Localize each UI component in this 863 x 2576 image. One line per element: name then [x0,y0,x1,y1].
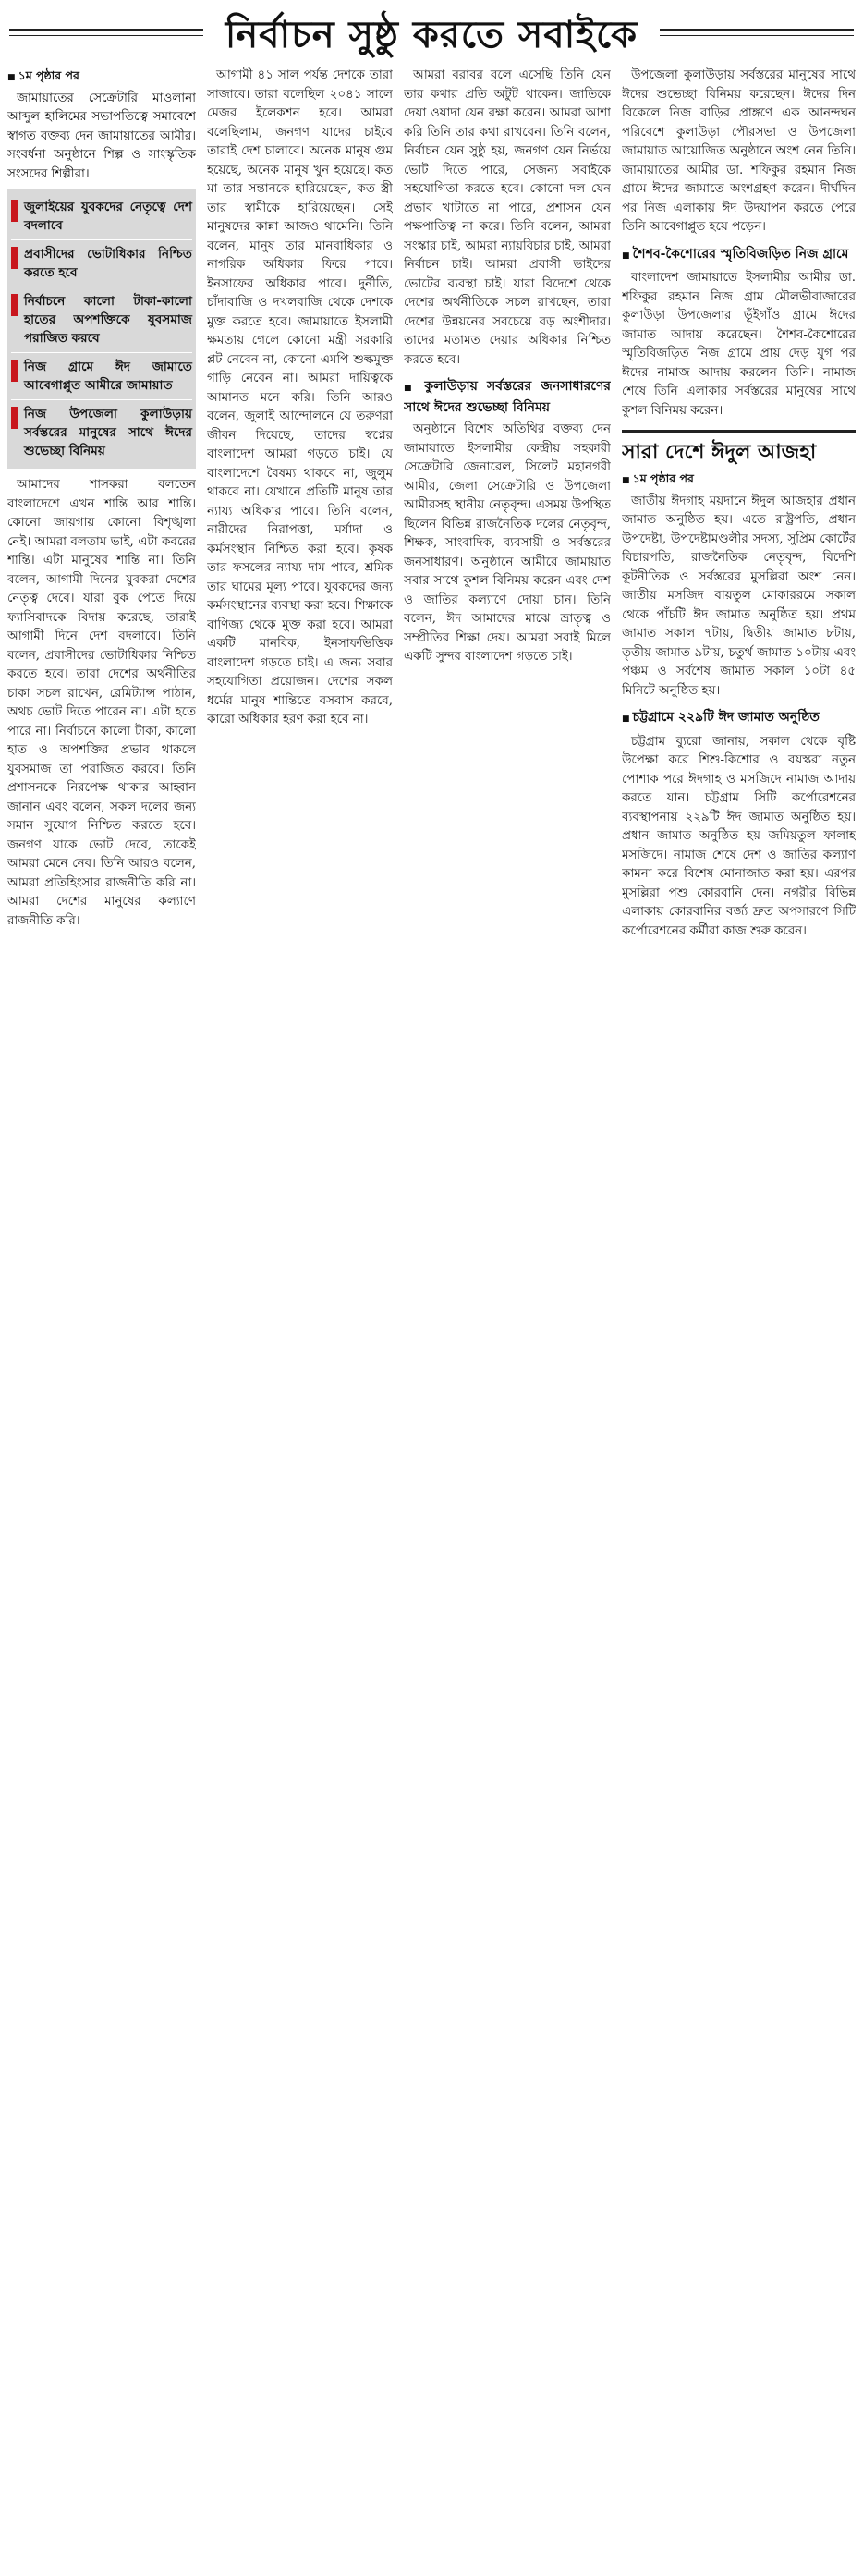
red-bullet-icon [11,360,18,382]
highlight-item [11,193,192,240]
highlight-text: জুলাইয়ের যুবকদের নেতৃত্বে দেশ বদলাবে [24,200,192,233]
column-4 [622,67,856,2567]
column-2 [207,67,393,2567]
col4-body: উপজেলা কুলাউড়ায় সর্বস্তরের মানুষের সাথে ঈদের শুভেচ্ছা বিনিময় করেছেন। ঈদের দিন বিকেলে নিজ বাড়ির প্রাঙ্গণে এক আনন্দঘন পরিবেশে কুলাউড়া পৌরসভা ও উপজেলা জামায়াত আয়োজিত অনুষ্ঠানে অংশ নেন তিনি। জামায়াতের আমীর ডা. শফিকুর রহমান নিজ গ্রামে ঈদের জামাতে অংশগ্রহণ করেন। দীর্ঘদিন পর নিজ এলাকায় ঈদ উদযাপন করতে পেরে তিনি আবেগাপ্লুত হয়ে পড়েন। [622,68,856,234]
highlight-box [7,189,196,469]
headline-rule-right [660,29,854,31]
col2-body: আগামী ৪১ সাল পর্যন্ত দেশকে তারা সাজাবে। তারা বলেছিল ২০৪১ সালে মেজর ইলেকশন হবে। আমরা বলেছিলাম, জনগণ যাদের চাইবে তারাই দেশ চালাবে। অনেক মানুষ গুম হয়েছে, অনেক মানুষ খুন হয়েছে। কত মা তার সন্তানকে হারিয়েছেন, কত স্ত্রী তার স্বামীকে হারিয়েছেন। সেই মানুষদের কান্না আজও থামেনি। তিনি বলেন, মানুষ তার মানবাধিকার ও নাগরিক অধিকার ফিরে পাবে। ইনসাফের অধিকার পাবে। দুর্নীতি, চাঁদাবাজি ও দখলবাজি থেকে দেশকে মুক্ত করতে হবে। জামায়াতে ইসলামী ক্ষমতায় গেলে কোনো মন্ত্রী সরকারি প্লট নেবেন না, কোনো এমপি শুল্কমুক্ত গাড়ি নেবেন না। আমরা দায়িত্বকে আমানত মনে করি। তিনি আরও বলেন, জুলাই আন্দোলনে যে তরুণরা জীবন দিয়েছে, তাদের স্বপ্নের বাংলাদেশ আমরা গড়তে চাই। যে বাংলাদেশে বৈষম্য থাকবে না, জুলুম থাকবে না। যেখানে প্রতিটি মানুষ তার ন্যায্য অধিকার পাবে। তিনি বলেন, নারীদের নিরাপত্তা, মর্যাদা ও কর্মসংস্থান নিশ্চিত করা হবে। কৃষক তার ফসলের ন্যায্য দাম পাবে, শ্রমিক তার ঘামের মূল্য পাবে। যুবকদের জন্য কর্মসংস্থানের ব্যবস্থা করা হবে। শিক্ষাকে বাণিজ্য থেকে মুক্ত করা হবে। আমরা একটি মানবিক, ইনসাফভিত্তিক বাংলাদেশ গড়তে চাই। এ জন্য সবার সহযোগিতা প্রয়োজন। দেশের সকল ধর্মের মানুষ শান্তিতে বসবাস করবে, কারো অধিকার হরণ করা হবে না। [207,68,393,726]
col1-body: আমাদের শাসকরা বলতেন বাংলাদেশে এখন শান্তি আর শান্তি। কোনো জায়গায় কোনো বিশৃঙ্খলা নেই। আমরা বলতাম ভাই, এটা কবরের শান্তি। এটা মানুষের শান্তি না। তিনি বলেন, আগামী দিনের যুবকরা দেশের নেতৃত্ব দেবে। যারা বুক পেতে দিয়ে ফ্যাসিবাদকে বিদায় করেছে, তারাই আগামী দিনে দেশ বদলাবে। তিনি বলেন, প্রবাসীদের ভোটাধিকার নিশ্চিত করতে হবে। তারা দেশের অর্থনীতির চাকা সচল রাখেন, রেমিট্যান্স পাঠান, অথচ ভোট দিতে পারেন না। এটা হতে পারে না। নির্বাচনে কালো টাকা, কালো হাত ও অপশক্তির প্রভাব থাকলে যুবসমাজ তা পরাজিত করবে। তিনি প্রশাসনকে নিরপেক্ষ থাকার আহ্বান জানান এবং বলেন, সকল দলের জন্য সমান সুযোগ নিশ্চিত করতে হবে। জনগণ যাকে ভোট দেবে, তাকেই আমরা মেনে নেব। তিনি আরও বলেন, আমরা প্রতিহিংসার রাজনীতি করি না। আমরা দেশের মানুষের কল্যাণে রাজনীতি করি। [7,478,196,928]
red-bullet-icon [11,294,18,316]
continued-from: ■ ১ম পৃষ্ঠার পর [622,470,856,491]
section-title: সারা দেশে ঈদুল আজহা [622,430,856,464]
red-bullet-icon [11,200,18,222]
column-1 [7,67,196,2567]
highlight-item [11,353,192,400]
continued-from: ■ ১ম পৃষ্ঠার পর [7,67,196,88]
col3-body: আমরা বরাবর বলে এসেছি তিনি যেন তার কথার প্রতি অটুট থাকেন। জাতিকে দেয়া ওয়াদা যেন রক্ষা করেন। আমরা আশা করি তিনি তার কথা রাখবেন। তিনি বলেন, নির্বাচন যেন সুষ্ঠু হয়, জনগণ যেন নির্ভয়ে ভোট দিতে পারে, সেজন্য সবাইকে সহযোগিতা করতে হবে। কোনো দল যেন প্রভাব খাটাতে না পারে, প্রশাসন যেন পক্ষপাতিত্ব না করে। তিনি বলেন, আমরা সংস্কার চাই, আমরা ন্যায়বিচার চাই, আমরা নির্বাচন চাই। আমরা প্রবাসী ভাইদের ভোটের ব্যবস্থা চাই। যারা বিদেশে থেকে দেশের অর্থনীতিকে সচল রাখছেন, তারা দেশের উন্নয়নের সবচেয়ে বড় অংশীদার। তাদের মতামত দেয়ার অধিকার নিশ্চিত করতে হবে। [404,68,611,367]
col4-subhead-2: ■ চট্টগ্রামে ২২৯টি ঈদ জামাত অনুষ্ঠিত [622,708,856,729]
red-bullet-icon [11,247,18,269]
highlight-item [11,287,192,353]
col4-subhead: ■ শৈশব-কৈশোরের স্মৃতিবিজড়িত নিজ গ্রামে [622,245,856,266]
col1-intro: জামায়াতের সেক্রেটারি মাওলানা আব্দুল হালিমের সভাপতিত্বে সমাবেশে স্বাগত বক্তব্য দেন জামায়াতের আমীর। সংবর্ধনা অনুষ্ঠানে শিল্প ও সাংস্কৃতিক সংসদের শিল্পীরা। [7,91,196,181]
red-bullet-icon [11,407,18,429]
masthead [0,0,863,57]
headline-rule-right-thin [660,35,854,36]
headline-rule-left-thin [9,35,203,36]
col3-subhead: ■ কুলাউড়ায় সর্বস্তরের জনসাধারণের সাথে ঈদের শুভেচ্ছা বিনিময় [404,377,611,417]
col4-body2: বাংলাদেশ জামায়াতে ইসলামীর আমীর ডা. শফিকুর রহমান নিজ গ্রাম মৌলভীবাজারের কুলাউড়া উপজেলার ভূঁইগাঁও গ্রামে ঈদের জামাত আদায় করেছেন। শৈশব-কৈশোরের স্মৃতিবিজড়িত নিজ গ্রামে প্রায় দেড় যুগ পর ঈদের নামাজ আদায় করলেন তিনি। নামাজ শেষে তিনি এলাকার সর্বস্তরের মানুষের সাথে কুশল বিনিময় করেন। [622,271,856,418]
highlight-item [11,400,192,465]
headline-rule-left [9,29,203,31]
highlight-text: নিজ উপজেলা কুলাউড়ায় সর্বস্তরের মানুষের সাথে ঈদের শুভেচ্ছা বিনিময় [24,407,192,458]
col4-body4: চট্টগ্রাম ব্যুরো জানায়, সকাল থেকে বৃষ্টি উপেক্ষা করে শিশু-কিশোর ও বয়স্করা নতুন পোশাক পরে ঈদগাহ ও মসজিদে নামাজ আদায় করতে যান। চট্টগ্রাম সিটি কর্পোরেশনের ব্যবস্থাপনায় ২২৯টি ঈদ জামাত অনুষ্ঠিত হয়। প্রধান জামাত অনুষ্ঠিত হয় জমিয়তুল ফালাহ মসজিদে। নামাজ শেষে দেশ ও জাতির কল্যাণ কামনা করে বিশেষ মোনাজাত করা হয়। এরপর মুসল্লিরা পশু কোরবানি দেন। নগরীর বিভিন্ন এলাকায় কোরবানির বর্জ্য দ্রুত অপসারণে সিটি কর্পোরেশনের কর্মীরা কাজ শুরু করেন। [622,734,856,938]
highlight-text: নির্বাচনে কালো টাকা-কালো হাতের অপশক্তিকে যুবসমাজ পরাজিত করবে [24,294,192,346]
highlight-text: প্রবাসীদের ভোটাধিকার নিশ্চিত করতে হবে [24,247,192,280]
col4-body3: জাতীয় ঈদগাহ ময়দানে ঈদুল আজহার প্রধান জামাত অনুষ্ঠিত হয়। এতে রাষ্ট্রপতি, প্রধান উপদেষ্টা, উপদেষ্টামণ্ডলীর সদস্য, সুপ্রিম কোর্টের বিচারপতি, রাজনৈতিক নেতৃবৃন্দ, বিদেশি কূটনীতিক ও সর্বস্তরের মুসল্লিরা অংশ নেন। জাতীয় মসজিদ বায়তুল মোকাররমে সকাল থেকে পাঁচটি ঈদ জামাত অনুষ্ঠিত হয়। প্রথম জামাত সকাল ৭টায়, দ্বিতীয় জামাত ৮টায়, তৃতীয় জামাত ৯টায়, চতুর্থ জামাত ১০টায় এবং পঞ্চম ও সর্বশেষ জামাত সকাল ১০টা ৪৫ মিনিটে অনুষ্ঠিত হয়। [622,494,856,698]
col3-body2: অনুষ্ঠানে বিশেষ অতিথির বক্তব্য দেন জামায়াতে ইসলামীর কেন্দ্রীয় সহকারী সেক্রেটারি জেনারেল, সিলেট মহানগরী আমীর, জেলা সেক্রেটারি ও উপজেলা আমীরসহ স্থানীয় নেতৃবৃন্দ। এসময় উপস্থিত ছিলেন বিভিন্ন রাজনৈতিক দলের নেতৃবৃন্দ, শিক্ষক, সাংবাদিক, ব্যবসায়ী ও সর্বস্তরের জনসাধারণ। অনুষ্ঠানে আমীরে জামায়াত সবার সাথে কুশল বিনিময় করেন এবং দেশ ও জাতির কল্যাণে দোয়া চান। তিনি বলেন, ঈদ আমাদের মাঝে ভ্রাতৃত্ব ও সম্প্রীতির শিক্ষা দেয়। আমরা সবাই মিলে একটি সুন্দর বাংলাদেশ গড়তে চাই। [404,422,611,664]
headline: নির্বাচন সুষ্ঠু করতে সবাইকে [225,13,638,56]
highlight-text: নিজ গ্রামে ঈদ জামাতে আবেগাপ্লুত আমীরে জামায়াত [24,360,192,393]
column-3 [404,67,611,2567]
highlight-item [11,240,192,287]
